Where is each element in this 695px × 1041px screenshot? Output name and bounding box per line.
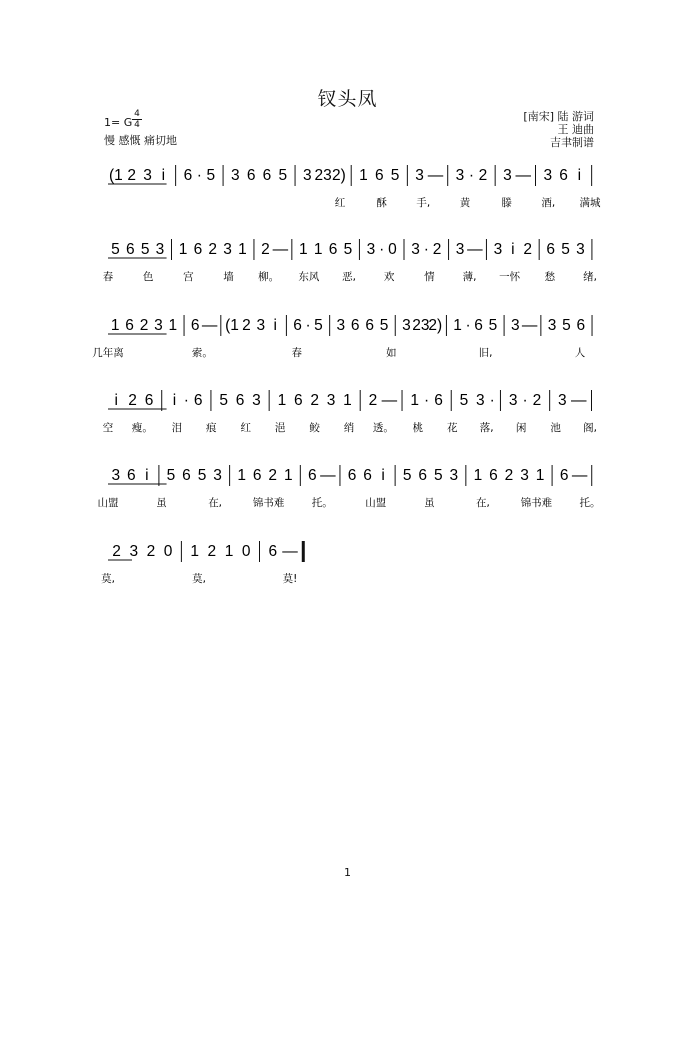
lyric-syllable: 桃 [412, 422, 424, 434]
note-glyph: 3 [415, 167, 424, 184]
note-glyph: 1 [238, 241, 247, 258]
note-glyph: — [427, 167, 444, 184]
lyric-syllable: 浥 [274, 422, 286, 434]
time-signature-denominator: 4 [134, 120, 140, 130]
note-glyph: 6 [268, 543, 278, 560]
note-glyph: 6 [235, 392, 245, 409]
note-glyph: i [114, 392, 118, 409]
note-glyph: 3 [547, 317, 557, 334]
note-glyph: 6 [182, 467, 191, 484]
note-glyph: · [489, 392, 495, 409]
note-glyph: 3 [508, 392, 518, 409]
lyric-syllable: 透。 [372, 422, 394, 434]
note-glyph: 3 [336, 317, 346, 334]
note-glyph: 6 [308, 467, 317, 484]
lyric-syllable: 鲛 [309, 422, 320, 434]
lyric-syllable: 绡 [343, 422, 355, 434]
lyric-syllable: 池 [550, 422, 561, 434]
lyric-syllable: 旧, [478, 347, 493, 359]
lyric-syllable: 恶, [342, 271, 356, 283]
note-glyph: i [381, 467, 385, 484]
note-glyph: 2 [127, 167, 137, 184]
note-glyph: 1 [168, 317, 178, 334]
note-glyph: 6 [125, 241, 135, 258]
note-glyph: i [273, 317, 277, 334]
lyric-syllable: 索。 [191, 347, 213, 359]
note-glyph: 1 [283, 467, 293, 484]
note-glyph: 5 [166, 467, 176, 484]
note-glyph: 1 [343, 392, 352, 409]
note-glyph: 2 [242, 317, 251, 334]
note-glyph: 3 [256, 317, 266, 334]
note-glyph: 3 [520, 467, 529, 484]
lyric-syllable: 莫, [192, 573, 206, 585]
note-glyph: 6 [546, 241, 556, 258]
note-glyph: 2 [139, 317, 149, 334]
note-glyph: — [282, 543, 298, 560]
lyric-syllable: 山盟 [365, 497, 387, 509]
lyric-syllable: 花 [447, 422, 458, 434]
note-glyph: — [467, 241, 483, 258]
note-glyph: 1 [237, 467, 246, 484]
lyric-syllable: 人 [574, 347, 586, 359]
note-glyph: 2 [504, 467, 514, 484]
note-glyph: 3 [111, 467, 121, 484]
note-glyph: 5 [562, 317, 571, 334]
lyric-syllable: 满城 [579, 197, 601, 209]
note-glyph: i [511, 241, 515, 258]
note-glyph: 2) [332, 167, 346, 184]
note-glyph: 1 [190, 543, 200, 560]
note-glyph: 5 [402, 467, 412, 484]
lyric-syllable: 在, [475, 497, 490, 509]
time-signature-numerator: 4 [134, 109, 140, 119]
note-glyph: 6 [350, 317, 360, 334]
note-glyph: 3 [129, 543, 139, 560]
lyric-syllable: 春 [102, 271, 114, 283]
transcriber-credit: 吉聿制谱 [550, 136, 594, 149]
note-glyph: 3 [155, 241, 165, 258]
note-glyph: 5 [379, 317, 389, 334]
note-glyph: 3 [558, 392, 567, 409]
note-glyph: 5 [343, 241, 353, 258]
note-glyph: · [522, 392, 528, 409]
lyric-syllable: 锦书难 [252, 497, 285, 509]
note-glyph: 6 [559, 167, 568, 184]
note-glyph: 1 [535, 467, 545, 484]
note-glyph: — [521, 317, 538, 334]
note-glyph: 6 [559, 467, 569, 484]
note-glyph: 5 [314, 317, 323, 334]
note-glyph: — [320, 467, 336, 484]
note-glyph: 6 [418, 467, 428, 484]
lyric-syllable: 色 [142, 271, 154, 283]
note-glyph: 3 [213, 467, 222, 484]
note-glyph: 1 [277, 392, 287, 409]
note-glyph: i [577, 167, 582, 184]
note-glyph: 3 [576, 241, 585, 258]
note-glyph: (1 [225, 317, 239, 334]
note-glyph: 6 [489, 467, 498, 484]
note-glyph: 3 [252, 392, 261, 409]
song-title: 钗头凤 [317, 88, 378, 110]
note-glyph: 5 [433, 467, 443, 484]
note-glyph: 23 [412, 317, 430, 334]
note-glyph: 6 [144, 392, 154, 409]
note-glyph: — [201, 317, 218, 334]
note-glyph: 6 [193, 241, 203, 258]
note-glyph: 6 [246, 167, 256, 184]
note-glyph: 2 [268, 467, 278, 484]
note-glyph: 2 [208, 241, 218, 258]
note-glyph: 5 [111, 241, 120, 258]
note-glyph: 3 [455, 241, 465, 258]
note-glyph: 6 [183, 167, 193, 184]
note-glyph: — [272, 241, 289, 258]
lyric-syllable: 欢 [383, 271, 395, 283]
note-glyph: 0 [388, 241, 397, 258]
lyric-syllable: 虽 [424, 497, 435, 509]
lyric-syllable: 如 [385, 347, 397, 359]
note-glyph: 5 [278, 167, 288, 184]
lyric-syllable: 托。 [579, 497, 601, 509]
lyric-syllable: 墙 [223, 271, 234, 283]
note-glyph: 6 [190, 317, 200, 334]
note-glyph: 2 [146, 543, 156, 560]
lyric-syllable: 酥 [376, 197, 387, 209]
note-glyph: 6 [347, 467, 357, 484]
note-glyph: 6 [293, 317, 302, 334]
note-glyph: 3 [510, 317, 520, 334]
expression-marking: 慢 感慨 痛切地 [104, 134, 177, 147]
note-glyph: — [381, 392, 398, 409]
note-glyph: · [465, 317, 471, 334]
lyric-syllable: 莫, [101, 573, 115, 585]
note-glyph: · [379, 241, 385, 258]
note-glyph: 3 [476, 392, 485, 409]
note-glyph: 2 [207, 543, 217, 560]
note-glyph: 1 [299, 241, 308, 258]
note-glyph: 3 [154, 317, 163, 334]
note-glyph: — [571, 392, 587, 409]
note-glyph: 5 [561, 241, 570, 258]
lyric-syllable: 在, [208, 497, 223, 509]
note-glyph: 2 [310, 392, 319, 409]
lyric-syllable: 绪, [583, 271, 597, 283]
note-glyph: 1 [224, 543, 234, 560]
note-glyph: 6 [434, 392, 443, 409]
lyric-syllable: 宫 [183, 271, 194, 283]
note-glyph: 3 [303, 167, 312, 184]
note-glyph: 5 [197, 467, 207, 484]
note-glyph: 3 [366, 241, 376, 258]
note-glyph: · [424, 392, 430, 409]
note-glyph: 3 [455, 167, 465, 184]
note-glyph: · [305, 317, 311, 334]
note-glyph: 5 [206, 167, 216, 184]
note-glyph: 2 [523, 241, 532, 258]
lyric-syllable: 闲 [515, 422, 527, 434]
note-glyph: · [183, 392, 189, 409]
note-glyph: 3 [223, 241, 232, 258]
lyricist-credit: [南宋] 陆 游词 [523, 110, 594, 123]
note-glyph: 6 [293, 392, 303, 409]
note-glyph: 3 [503, 167, 512, 184]
note-glyph: · [423, 241, 429, 258]
note-glyph: 6 [576, 317, 586, 334]
note-glyph: 1 [110, 317, 120, 334]
note-glyph: 1 [453, 317, 462, 334]
note-glyph: 1 [473, 467, 483, 484]
note-glyph: (1 [109, 167, 123, 184]
lyric-syllable: 红 [334, 197, 346, 209]
note-glyph: 2 [261, 241, 270, 258]
lyric-syllable: 黄 [459, 197, 471, 209]
note-glyph: 6 [474, 317, 483, 334]
note-glyph: i [161, 167, 166, 184]
note-glyph: · [196, 167, 202, 184]
composer-credit: 王 迪曲 [557, 123, 594, 136]
note-glyph: 2 [532, 392, 542, 409]
page-number: 1 [344, 866, 351, 879]
note-glyph: 3 [543, 167, 553, 184]
note-glyph: 6 [125, 317, 134, 334]
note-glyph: 5 [459, 392, 469, 409]
note-glyph: 6 [252, 467, 262, 484]
lyric-syllable: 一怀 [499, 271, 521, 283]
lyric-syllable: 泪 [171, 422, 183, 434]
lyric-syllable: 酒, [541, 197, 556, 209]
lyric-syllable: 愁 [544, 271, 556, 283]
lyric-syllable: 柳。 [258, 271, 280, 283]
note-glyph: 3 [231, 167, 240, 184]
lyric-syllable: 阁, [583, 422, 597, 434]
lyric-syllable: 红 [240, 422, 251, 434]
lyric-syllable: 滕 [501, 197, 512, 209]
note-glyph: 3 [326, 392, 336, 409]
lyric-syllable: 锦书难 [520, 497, 553, 509]
note-glyph: i [145, 467, 149, 484]
lyric-syllable: 莫! [282, 573, 298, 585]
note-glyph: 1 [178, 241, 188, 258]
lyric-syllable: 情 [424, 271, 435, 283]
lyric-syllable: 春 [291, 347, 303, 359]
lyric-syllable: 空 [102, 422, 114, 434]
note-glyph: 6 [193, 392, 203, 409]
note-glyph: 6 [365, 317, 374, 334]
key-signature: 1= G [104, 116, 133, 129]
note-glyph: 0 [241, 543, 251, 560]
note-glyph: 0 [163, 543, 173, 560]
note-glyph: · [468, 167, 475, 184]
lyric-syllable: 托。 [311, 497, 333, 509]
lyric-syllable: 虽 [156, 497, 167, 509]
note-glyph: 6 [374, 167, 384, 184]
note-glyph: 3 [493, 241, 503, 258]
lyric-syllable: 薄, [462, 271, 477, 283]
note-glyph: — [515, 167, 531, 184]
note-glyph: 5 [390, 167, 400, 184]
lyric-syllable: 瘦。 [131, 422, 153, 434]
note-glyph: 1 [359, 167, 368, 184]
note-glyph: — [571, 467, 588, 484]
note-glyph: 2 [432, 241, 442, 258]
lyric-syllable: 痕 [206, 422, 217, 434]
note-glyph: 2 [478, 167, 488, 184]
note-glyph: 6 [363, 467, 372, 484]
note-glyph: 3 [411, 241, 420, 258]
lyric-syllable: 手, [416, 197, 431, 209]
note-glyph: 23 [314, 167, 332, 184]
note-glyph: 1 [410, 392, 420, 409]
lyric-syllable: 落, [479, 422, 494, 434]
lyric-syllable: 东风 [298, 271, 320, 283]
note-glyph: 2) [428, 317, 443, 334]
lyric-syllable: 几年离 [92, 347, 124, 359]
note-glyph: 6 [262, 167, 272, 184]
lyric-syllable: 山盟 [97, 497, 119, 509]
note-glyph: 3 [143, 167, 152, 184]
note-glyph: 2 [128, 392, 137, 409]
note-glyph: 1 [313, 241, 323, 258]
note-glyph: 6 [328, 241, 338, 258]
note-glyph: 6 [126, 467, 136, 484]
note-glyph: 2 [112, 543, 121, 560]
note-glyph: 5 [140, 241, 150, 258]
note-glyph: 5 [488, 317, 498, 334]
note-glyph: i [172, 392, 177, 409]
note-glyph: 3 [449, 467, 459, 484]
note-glyph: 2 [368, 392, 378, 409]
note-glyph: 5 [219, 392, 228, 409]
note-glyph: 3 [402, 317, 411, 334]
